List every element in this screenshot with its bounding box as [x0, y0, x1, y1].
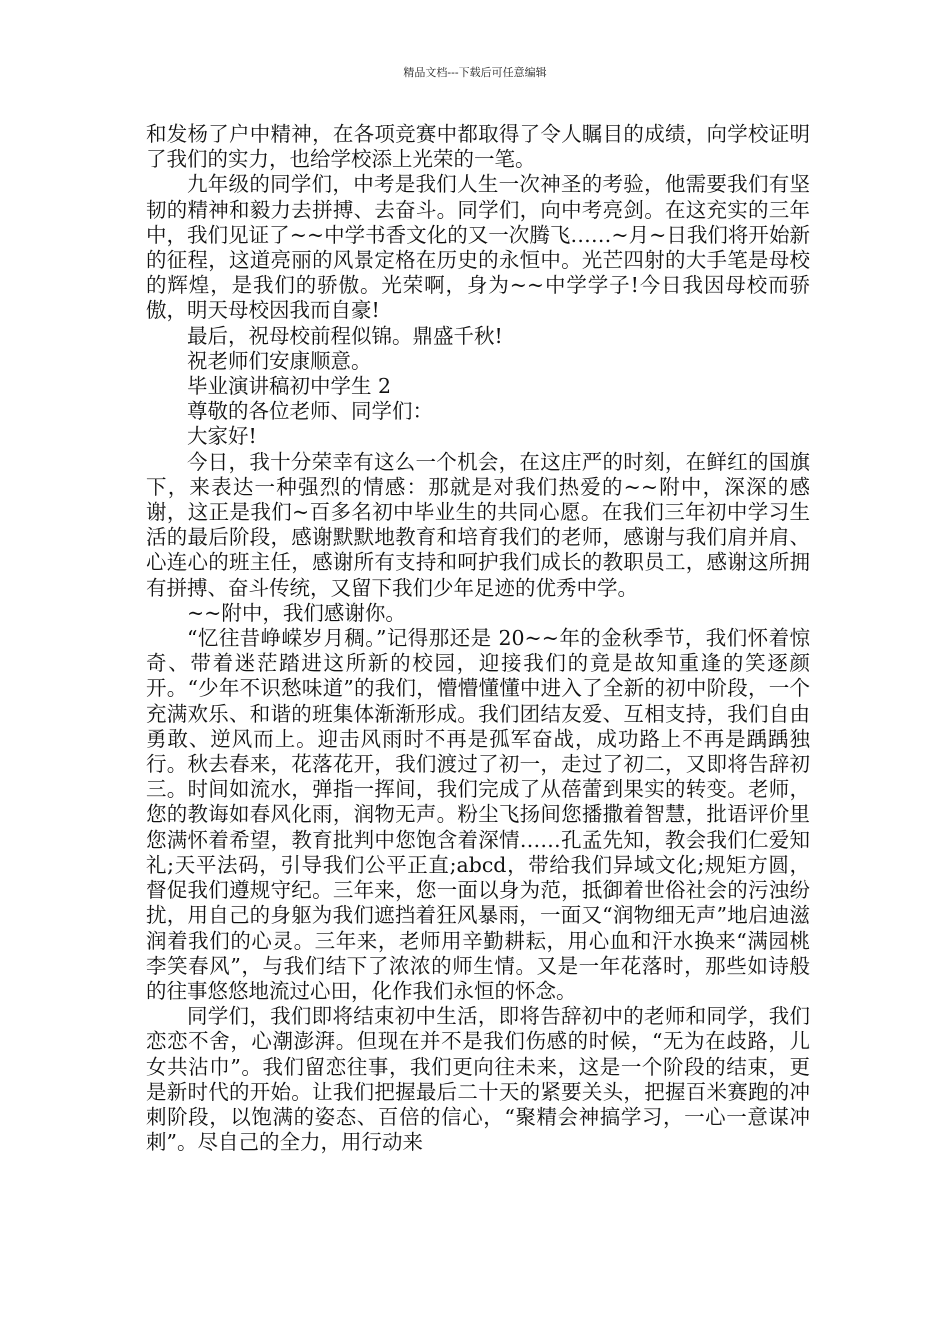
- paragraph: 今日，我十分荣幸有这么一个机会，在这庄严的时刻，在鲜红的国旗下，来表达一种强烈的情感：那就是对我们热爱的~~附中，深深的感谢，这正是我们~百多名初中毕业生的共同心愿。在我们三年初中学习生活的最后阶段，感谢默默地教育和培育我们的老师，感谢与我们肩并肩、心连心的班主任，感谢所有支持和呵护我们成长的教职员工，感谢这所拥有拼搏、奋斗传统，又留下我们少年足迹的优秀中学。: [146, 449, 810, 600]
- greeting: 大家好!: [187, 424, 257, 449]
- paragraph: “忆往昔峥嵘岁月稠。”记得那还是 20~~年的金秋季节，我们怀着惊奇、带着迷茫踏进这所新的校园，迎接我们的竟是故知重逢的笑逐颜开。“少年不识愁味道”的我们，懵懵懂懂中进入了全新的初中阶段，一个充满欢乐、和谐的班集体渐渐形成。我们团结友爱、互相支持，我们自由勇敢、逆风而上。迎击风雨时不再是孤军奋战，成功路上不再是踽踽独行。秋去春来，花落花开，我们渡过了初一，走过了初二，又即将告辞初三。时间如流水，弹指一挥间，我们完成了从蓓蕾到果实的转变。老师，您的教诲如春风化雨，润物无声。粉尘飞扬间您播撒着智慧，批语评价里您满怀着希望，教育批判中您饱含着深情……孔孟先知，教会我们仁爱知礼;天平法码，引导我们公平正直;abcd，带给我们异域文化;规矩方圆，督促我们遵规守纪。三年来，您一面以身为范，抵御着世俗社会的污浊纷扰，用自己的身躯为我们遮挡着狂风暴雨，一面又“润物细无声”地启迪滋润着我们的心灵。三年来，老师用辛勤耕耘，用心血和汗水换来“满园桃李笑春风”，与我们结下了浓浓的师生情。又是一年花落时，那些如诗般的往事悠悠地流过心田，化作我们永恒的怀念。: [146, 626, 810, 1003]
- paragraph: ~~附中，我们感谢你。: [187, 600, 406, 625]
- paragraph: 同学们，我们即将结束初中生活，即将告辞初中的老师和同学，我们恋恋不舍，心潮澎湃。但现在并不是我们伤感的时候，“无为在歧路，儿女共沾巾”。我们留恋往事，我们更向往未来，这是一个阶段的结束，更是新时代的开始。让我们把握最后二十天的紧要关头，把握百米赛跑的冲刺阶段，以饱满的姿态、百倍的信心，“聚精会神搞学习，一心一意谋冲刺”。尽自己的全力，用行动来: [146, 1004, 810, 1155]
- document-body: [146, 122, 810, 1155]
- salutation: 尊敬的各位老师、同学们：: [187, 399, 433, 424]
- paragraph: 最后，祝母校前程似锦。鼎盛千秋!: [187, 323, 503, 348]
- paragraph: 九年级的同学们，中考是我们人生一次神圣的考验，他需要我们有坚韧的精神和毅力去拼搏、去奋斗。同学们，向中考亮剑。在这充实的三年中，我们见证了~~中学书香文化的又一次腾飞……~月~日我们将开始新的征程，这道亮丽的风景定格在历史的永恒中。光芒四射的大手笔是母校的辉煌，是我们的骄傲。光荣啊，身为~~中学学子!今日我因母校而骄傲，明天母校因我而自豪!: [146, 172, 810, 323]
- section-title: 毕业演讲稿初中学生 2: [187, 374, 392, 399]
- paragraph: 祝老师们安康顺意。: [187, 348, 372, 373]
- paragraph: 和发杨了户中精神，在各项竞赛中都取得了令人瞩目的成绩，向学校证明了我们的实力，也给学校添上光荣的一笔。: [146, 122, 810, 172]
- page-header: 精品文档---下载后可任意编辑: [403, 66, 547, 79]
